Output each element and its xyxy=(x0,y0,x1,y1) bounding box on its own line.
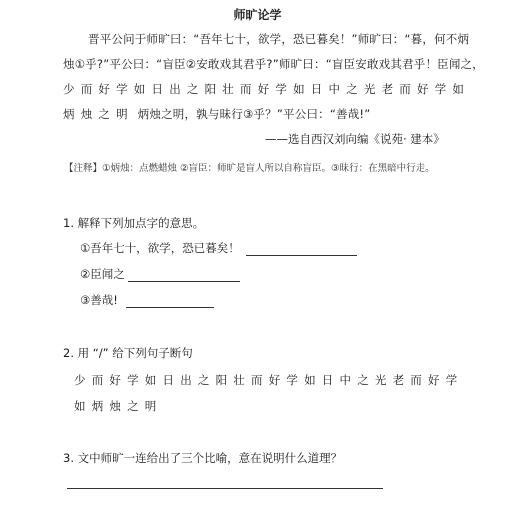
question-2-title: 2. 用 “/” 给下列句子断句 xyxy=(63,346,193,360)
question-1-title: 1. 解释下列加点字的意思。 xyxy=(63,216,205,230)
question-1-item-2 xyxy=(80,266,240,282)
question-1-item-3-text: ③善哉! xyxy=(80,293,118,307)
question-2-line-2: 如炳烛之明 xyxy=(74,399,163,413)
passage-line-3: 少而好学如日出之阳壮而好学如日中之光老而好学如 xyxy=(63,82,471,96)
passage-line-1: 晋平公问于师旷曰：“吾年七十，欲学，恐已暮矣！”师旷曰：“暮，何不炳 xyxy=(88,32,470,46)
question-1-item-2-blank[interactable] xyxy=(128,269,240,282)
passage-line-4-spaced: 炳烛之明 xyxy=(63,107,134,121)
annotation-note: 【注释】①炳烛：点燃蜡烛 ②盲臣：师旷是盲人所以自称盲臣。③昧行：在黑暗中行走。 xyxy=(64,163,435,174)
passage-source: ——选自西汉刘向编《说苑· 建本》 xyxy=(265,132,445,146)
passage-line-2: 烛①乎?”平公曰：“盲臣②安敢戏其君乎?”师旷曰：“盲臣安敢戏其君乎！臣闻之， xyxy=(63,57,484,71)
question-1-item-1-text: ①吾年七十，欲学，恐已暮矣！ xyxy=(80,241,240,255)
question-2-line-1: 少而好学如日出之阳壮而好学如日中之光老而好学 xyxy=(74,373,464,387)
passage-line-4-rest: 炳烛之明，孰与昧行③乎？”平公曰：“善哉!” xyxy=(137,107,371,121)
question-1-item-1-blank[interactable] xyxy=(246,243,357,256)
passage-line-4 xyxy=(63,106,370,122)
question-3-title: 3. 文中师旷一连给出了三个比喻，意在说明什么道理？ xyxy=(63,451,343,465)
question-1-item-3 xyxy=(80,292,214,308)
question-1-item-2-text: ②臣闻之 xyxy=(80,267,125,281)
page-title: 师旷论学 xyxy=(233,8,282,22)
question-1-item-3-blank[interactable] xyxy=(126,295,214,308)
question-3-answer-line[interactable] xyxy=(67,488,383,489)
question-1-item-1 xyxy=(80,240,357,256)
